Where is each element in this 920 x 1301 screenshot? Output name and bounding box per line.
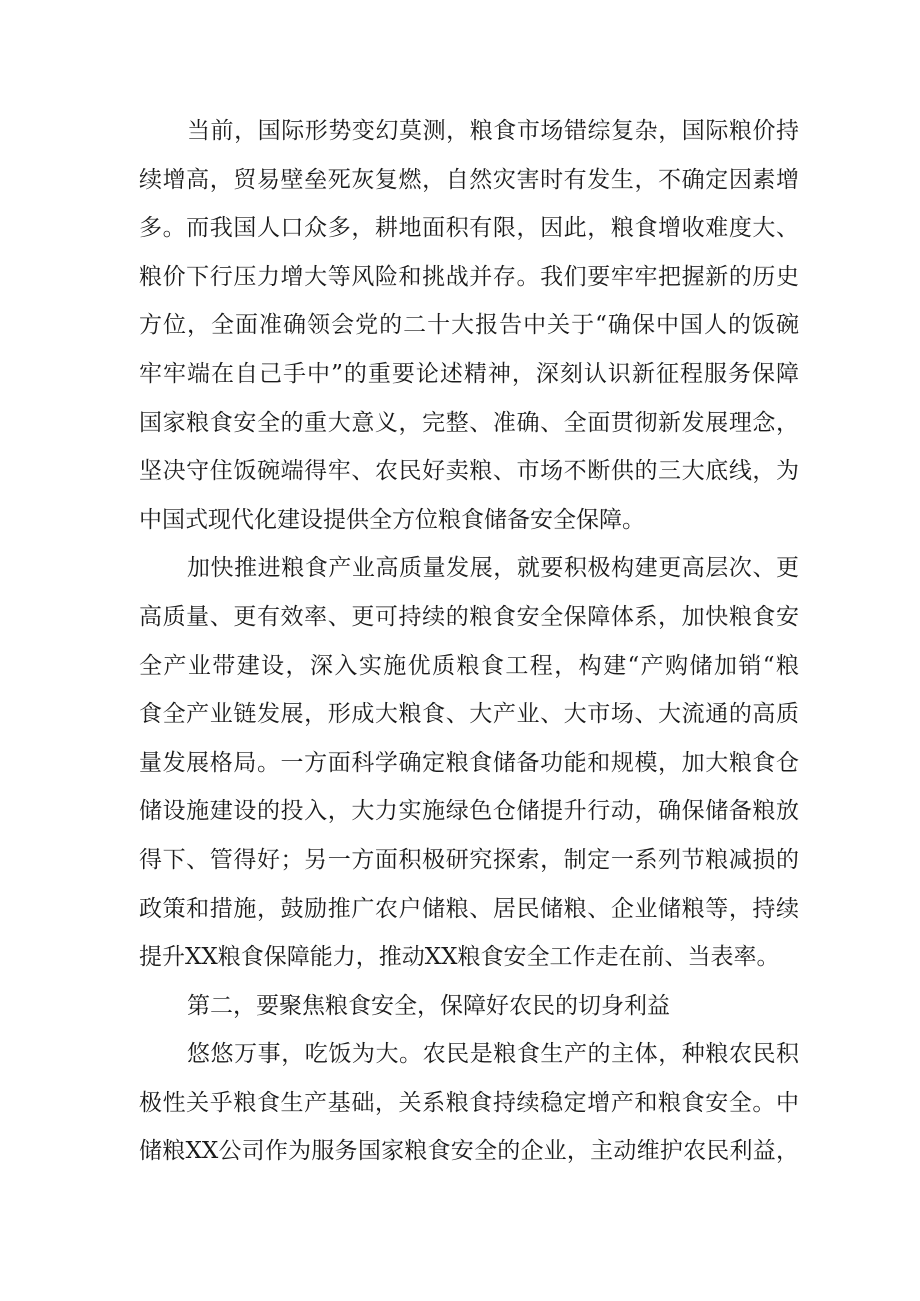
text-line: 坚决守住饭碗端得牢、农民好卖粮、市场不断供的三大底线，为 <box>139 458 799 485</box>
paragraph-1 <box>139 107 799 544</box>
text-line: 全产业带建设，深入实施优质粮食工程，构建“产购储加销“粮 <box>139 652 799 679</box>
paragraph-3 <box>139 1030 799 1176</box>
text-line: 续增高，贸易壁垒死灰复燃，自然灾害时有发生，不确定因素增 <box>139 166 799 193</box>
text-line: 加快推进粮食产业高质量发展，就要积极构建更高层次、更 <box>187 555 799 582</box>
text-line: 方位，全面准确领会党的二十大报告中关于“确保中国人的饭碗 <box>139 312 799 339</box>
text-line: 储设施建设的投入，大力实施绿色仓储提升行动，确保储备粮放 <box>139 798 799 825</box>
paragraph-2 <box>139 544 799 981</box>
section-heading <box>139 982 799 1031</box>
text-line: 高质量、更有效率、更可持续的粮食安全保障体系，加快粮食安 <box>139 603 799 630</box>
heading-line: 第二，要聚焦粮食安全，保障好农民的切身利益 <box>187 992 670 1019</box>
text-line: 国家粮食安全的重大意义，完整、准确、全面贯彻新发展理念， <box>139 409 799 436</box>
text-line: 食全产业链发展，形成大粮食、大产业、大市场、大流通的高质 <box>139 701 799 728</box>
text-line: 储粮XX公司作为服务国家粮食安全的企业，主动维护农民利益， <box>139 1138 799 1165</box>
text-line: 多。而我国人口众多，耕地面积有限，因此，粮食增收难度大、 <box>139 215 799 242</box>
text-line: 提升XX粮食保障能力，推动XX粮食安全工作走在前、当表率。 <box>139 944 780 971</box>
text-line: 量发展格局。一方面科学确定粮食储备功能和规模，加大粮食仓 <box>139 749 799 776</box>
text-line: 粮价下行压力增大等风险和挑战并存。我们要牢牢把握新的历史 <box>139 263 799 290</box>
document-page <box>139 107 799 1176</box>
text-line: 得下、管得好；另一方面积极研究探索，制定一系列节粮减损的 <box>139 846 799 873</box>
text-line: 中国式现代化建设提供全方位粮食储备安全保障。 <box>139 506 645 533</box>
text-line: 当前，国际形势变幻莫测，粮食市场错综复杂，国际粮价持 <box>187 118 799 144</box>
text-line: 政策和措施，鼓励推广农户储粮、居民储粮、企业储粮等，持续 <box>139 895 799 922</box>
text-line: 悠悠万事，吃饭为大。农民是粮食生产的主体，种粮农民积 <box>187 1041 799 1068</box>
text-line: 极性关乎粮食生产基础，关系粮食持续稳定增产和粮食安全。中 <box>139 1089 799 1116</box>
text-line: 牢牢端在自己手中”的重要论述精神，深刻认识新征程服务保障 <box>139 360 799 387</box>
